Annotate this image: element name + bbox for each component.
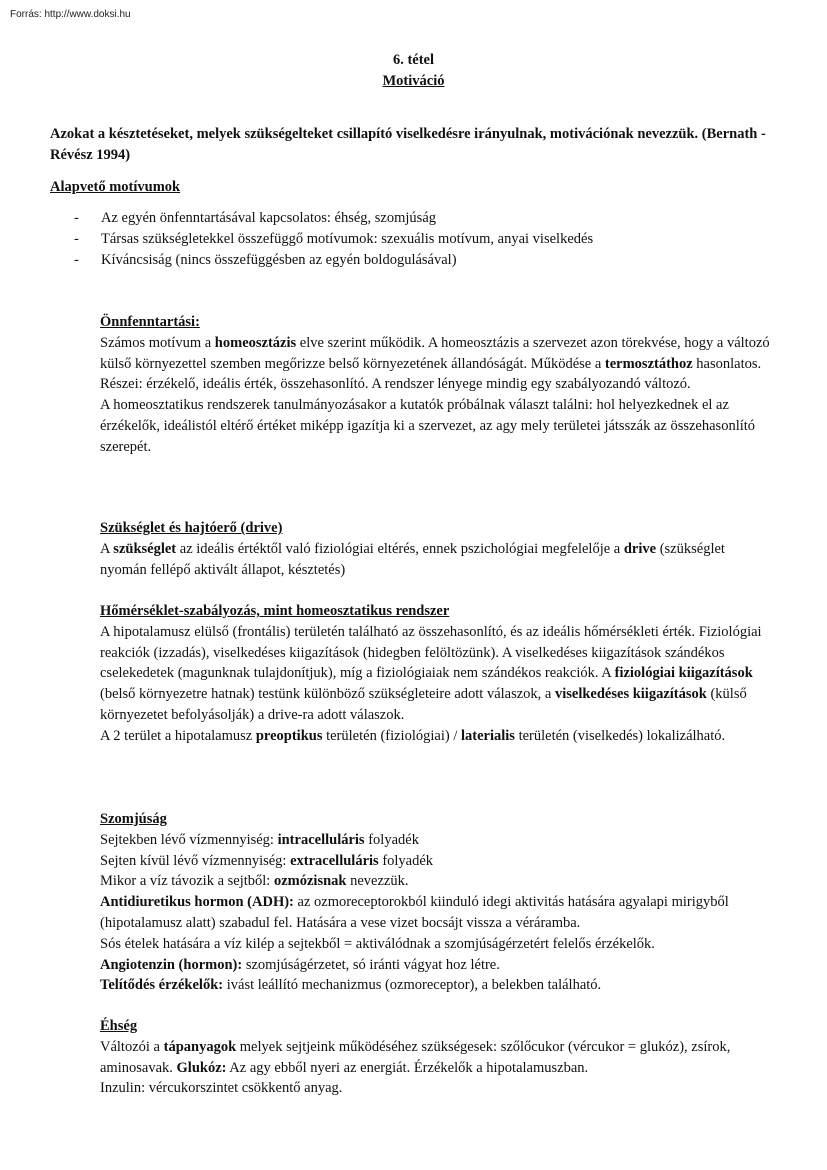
hunger-heading: Éhség: [100, 1018, 138, 1034]
hunger-section: [100, 1016, 780, 1099]
thirst-line-4: Antidiuretikus hormon (ADH): az ozmoreceptorokból kiinduló idegi aktivitás hatására agyalapi mirigyből (hipotalamusz alatt) szabadul fel. Hatására a vese vizet bocsájt vissza a véráramba.: [100, 894, 729, 931]
basic-motives-heading: Alapvető motívumok: [50, 179, 181, 195]
thirst-line-6: Angiotenzin (hormon): szomjúságérzetet, só iránti vágyat hoz létre.: [100, 956, 500, 973]
self-preservation-paragraph-1: Számos motívum a homeosztázis elve szerint működik. A homeosztázis a szervezet azon törekvése, hogy a változó külső környezettel szemben megőrizze belső környezetének állandóságát. Működése a termosztáthoz hasonlatos.: [100, 334, 770, 372]
thirst-heading: Szomjúság: [100, 811, 167, 827]
list-item: - Az egyén önfenntartásával kapcsolatos: éhség, szomjúság: [52, 208, 772, 229]
hunger-line-2: Inzulin: vércukorszintet csökkentő anyag.: [100, 1080, 343, 1097]
need-drive-paragraph: A szükséglet az ideális értéktől való fiziológiai eltérés, ennek pszichológiai megfelelője a drive (szükséglet nyomán fellépő aktivált állapot, késztetés): [100, 540, 725, 578]
basic-motives-list: [52, 208, 772, 270]
document-number: 6. tétel: [392, 52, 435, 68]
thirst-line-2: Sejten kívül lévő vízmennyiség: extracelluláris folyadék: [100, 852, 434, 869]
hunger-line-1: Változói a tápanyagok melyek sejtjeink működéséhez szükségesek: szőlőcukor (vércukor = glukóz), zsírok, aminosavak. Glukóz: Az agy ebből nyeri az energiát. Érzékelők a hipotalamuszban.: [100, 1038, 731, 1076]
thirst-line-5: Sós ételek hatására a víz kilép a sejtekből = aktiválódnak a szomjúságérzetért felelős érzékelők.: [100, 935, 655, 952]
thirst-line-7: Telítődés érzékelők: ivást leállító mechanizmus (ozmoreceptor), a belekben található.: [100, 977, 602, 994]
thirst-line-1: Sejtekben lévő vízmennyiség: intracelluláris folyadék: [100, 831, 419, 848]
self-preservation-paragraph-3: A homeosztatikus rendszerek tanulmányozásakor a kutatók próbálnak választ találni: hol helyezkednek el az érzékelők, ideálistól eltérő értéket miképp igazítja ki a szervezet, az agy mely területei játsszák az összehasonlító szerepét.: [100, 397, 756, 455]
temperature-heading: Hőmérséklet-szabályozás, mint homeosztatikus rendszer: [100, 603, 450, 619]
list-item: - Társas szükségletekkel összefüggő motívumok: szexuális motívum, anyai viselkedés: [52, 229, 772, 250]
thirst-section: [100, 809, 780, 996]
definition-paragraph: Azokat a késztetéseket, melyek szükségelteket csillapító viselkedésre irányulnak, motivációnak nevezzük. (Bernath - Révész 1994): [50, 126, 766, 163]
self-preservation-section: [100, 312, 775, 458]
temperature-section: [100, 601, 778, 747]
temperature-paragraph-1: A hipotalamusz elülső (frontális) területén található az összehasonlító, és az ideális hőmérsékleti érték. Fiziológiai reakciók (izzadás), viselkedéses kiigazítások (hidegben felöltözünk). A viselkedéses kiigazítások szándékos cselekedetek (magunknak tulajdonítjuk), míg a fiziológiaiak nem szándékos reakciók. A fiziológiai kiigazítások (belső környezetre hatnak) testünk különböző szükségleteire adott válaszok, a viselkedéses kiigazítások (külső környezetet befolyásolják) a drive-ra adott válaszok.: [100, 623, 762, 723]
self-preservation-paragraph-2: Részei: érzékelő, ideális érték, összehasonlító. A rendszer lényege mindig egy szabályozandó változó.: [100, 376, 691, 393]
need-drive-heading: Szükséglet és hajtóerő (drive): [100, 520, 283, 536]
source-line: Forrás: http://www.doksi.hu: [10, 9, 131, 20]
self-preservation-heading: Önnfenntartási:: [100, 314, 200, 330]
need-drive-section: [100, 518, 775, 580]
temperature-paragraph-2: A 2 terület a hipotalamusz preoptikus területén (fiziológiai) / laterialis területén (viselkedés) lokalizálható.: [100, 727, 726, 744]
thirst-line-3: Mikor a víz távozik a sejtből: ozmózisnak nevezzük.: [100, 873, 409, 890]
document-title: Motiváció: [382, 73, 445, 89]
list-item: - Kíváncsiság (nincs összefüggésben az egyén boldogulásával): [52, 250, 772, 271]
